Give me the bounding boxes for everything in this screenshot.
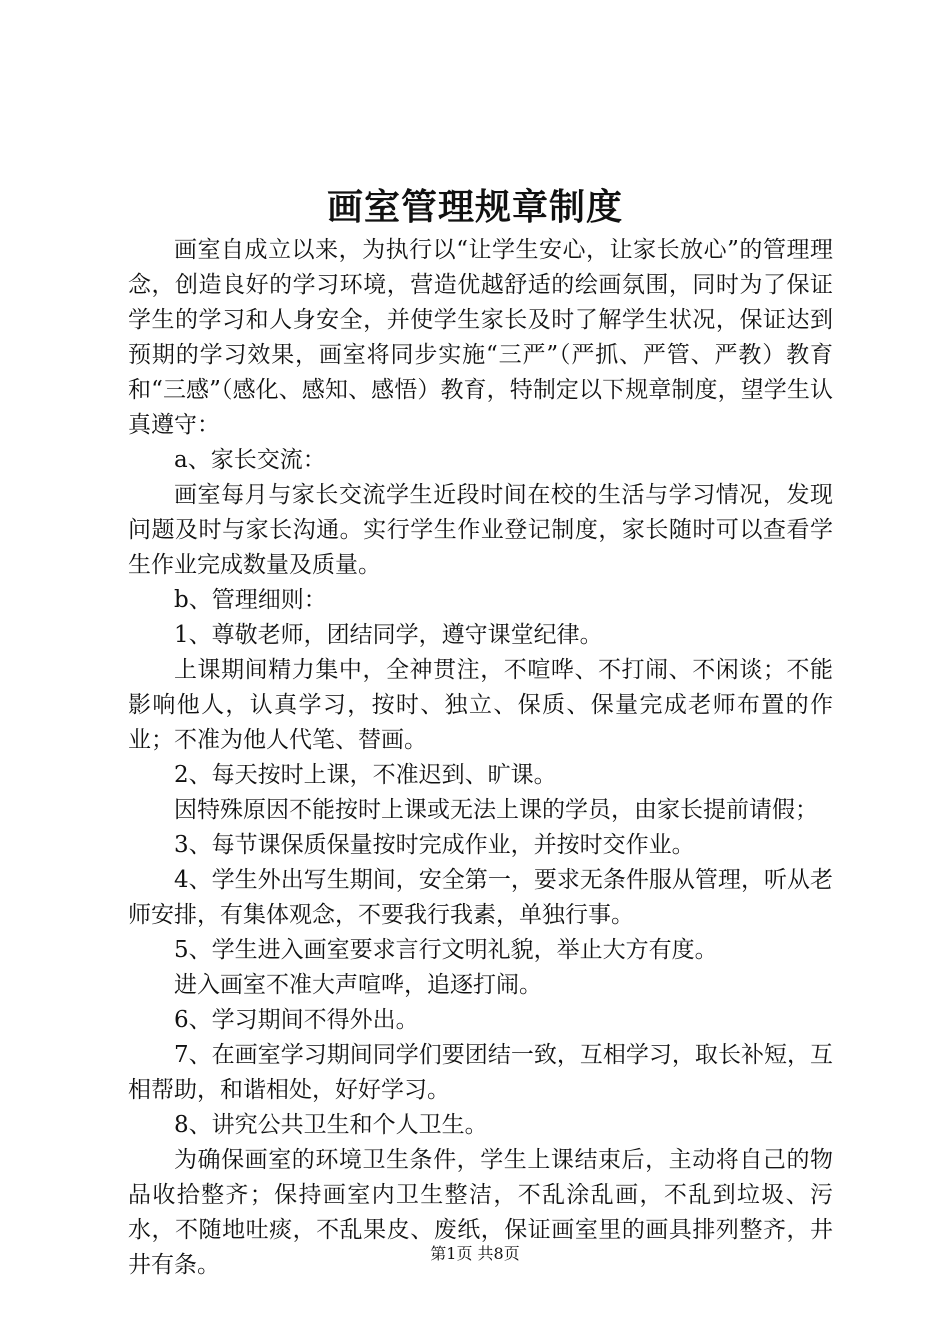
rule-item-4: 4、学生外出写生期间，安全第一，要求无条件服从管理，听从老师安排，有集体观念，不要我行我素，单独行事。	[128, 867, 833, 928]
intro-paragraph: 画室自成立以来，为执行以“让学生安心，让家长放心”的管理理念，创造良好的学习环境，营造优越舒适的绘画氛围，同时为了保证学生的学习和人身安全，并使学生家长及时了解学生状况，保证达到预期的学习效果，画室将同步实施“三严”（严抓、严管、严教）教育和“三感”（感化、感知、感悟）教育，特制定以下规章制度，望学生认真遵守：	[128, 237, 833, 438]
page-number-footer: 第1页 共8页	[430, 1244, 520, 1263]
document-body	[128, 233, 833, 1283]
rule-item-1: 1、尊敬老师，团结同学，遵守课堂纪律。	[174, 622, 603, 648]
document-title: 画室管理规章制度	[326, 186, 623, 228]
body-paragraph: 进入画室不准大声喧哗，追逐打闹。	[174, 972, 542, 998]
rule-item-2: 2、每天按时上课，不准迟到、旷课。	[174, 762, 557, 788]
rule-item-7: 7、在画室学习期间同学们要团结一致，互相学习，取长补短，互相帮助，和谐相处，好好学习。	[128, 1042, 833, 1103]
rule-item-6: 6、学习期间不得外出。	[174, 1007, 419, 1033]
rule-item-5: 5、学生进入画室要求言行文明礼貌，举止大方有度。	[174, 937, 718, 963]
body-paragraph: 上课期间精力集中，全神贯注，不喧哗、不打闹、不闲谈；不能影响他人，认真学习，按时、独立、保质、保量完成老师布置的作业；不准为他人代笔、替画。	[128, 657, 833, 753]
rule-item-8: 8、讲究公共卫生和个人卫生。	[174, 1112, 488, 1138]
body-paragraph: 为确保画室的环境卫生条件，学生上课结束后，主动将自己的物品收拾整齐；保持画室内卫生整洁，不乱涂乱画，不乱到垃圾、污水，不随地吐痰，不乱果皮、废纸，保证画室里的画具排列整齐，井井有条。	[128, 1147, 833, 1278]
section-heading-b: b、管理细则：	[174, 587, 327, 613]
body-paragraph: 画室每月与家长交流学生近段时间在校的生活与学习情况，发现问题及时与家长沟通。实行学生作业登记制度，家长随时可以查看学生作业完成数量及质量。	[128, 482, 833, 578]
rule-item-3: 3、每节课保质保量按时完成作业，并按时交作业。	[174, 832, 695, 858]
body-paragraph: 因特殊原因不能按时上课或无法上课的学员，由家长提前请假；	[174, 797, 818, 823]
section-heading-a: a、家长交流：	[174, 447, 326, 473]
